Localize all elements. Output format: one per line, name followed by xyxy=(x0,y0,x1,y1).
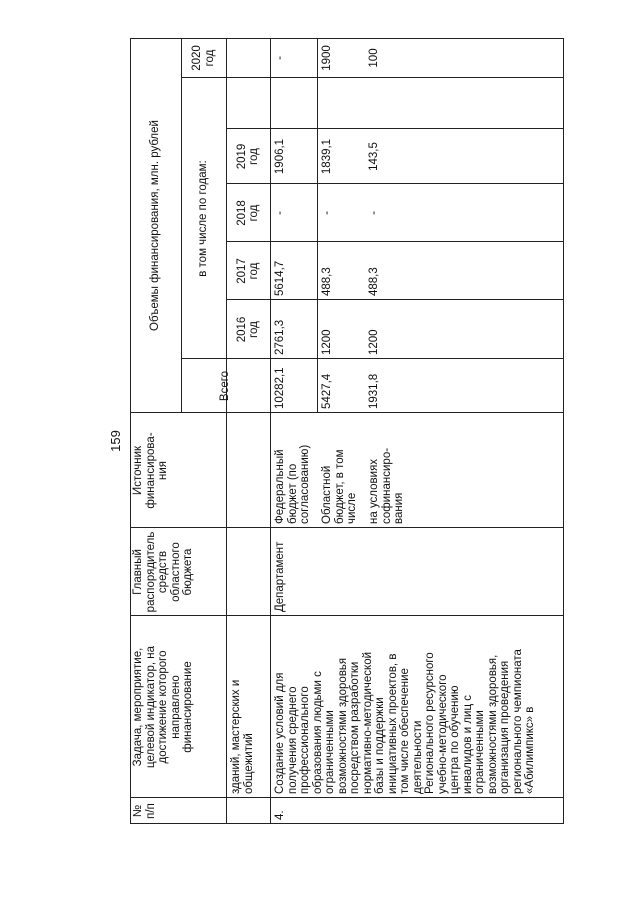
header-volumes: Объемы финансирования, млн. рублей xyxy=(149,120,162,331)
header-num: № п/п xyxy=(132,803,157,819)
row4-task: Создание условий для получения среднего профессионального образования людьми с ограниченными возможностями здоровья посредством разработки нормативно-методической базы и поддержки инициативных проектов, в том числе обеспечение деятельности Регионального ресурсного учебно-методического центра по обучению инвалидов и лиц с ограниченными возможностями здоровья, организация проведения регионального чемпионата «Абилимпикс» в xyxy=(274,649,536,794)
row4-federal-source: Федеральный бюджет (по согласованию) xyxy=(274,444,311,524)
header-2016: 2016 год xyxy=(235,316,260,343)
financing-table xyxy=(130,38,564,824)
row4-federal-2020: - xyxy=(274,56,286,60)
header-2020: 2020 год xyxy=(191,45,216,71)
row4-regional-2020: 1900 xyxy=(321,45,333,71)
row4-cofinancing-source: на условиях софинансиро- вания xyxy=(368,447,405,524)
header-2019: 2019 год xyxy=(235,143,260,170)
row4-federal-2017: 5614,7 xyxy=(274,260,286,296)
row4-regional-2018: - xyxy=(321,211,333,215)
header-source: Источник финансирова- ния xyxy=(132,432,169,509)
row4-cofinancing-2016: 1200 xyxy=(368,329,380,355)
header-by-years: в том числе по годам: xyxy=(197,160,210,277)
row4-federal-2019: 1906,1 xyxy=(274,138,286,175)
row4-regional-2019: 1839,1 xyxy=(321,138,333,175)
header-task: Задача, мероприятие, целевой индикатор, на достижение которого направлено финансирование xyxy=(132,646,194,768)
header-2017: 2017 год xyxy=(235,258,260,284)
row4-regional-source: Областной бюджет, в том числе xyxy=(321,449,358,524)
row4-federal-2016: 2761,3 xyxy=(274,319,286,355)
row-separator-line xyxy=(270,38,271,824)
row4-cofinancing-2018: - xyxy=(368,211,380,215)
row4-regional-2016: 1200 xyxy=(321,329,333,355)
row4-cofinancing-2019: 143,5 xyxy=(368,142,380,171)
header-manager: Главный распорядитель средств областного бюджета xyxy=(132,531,194,613)
rotated-table-area xyxy=(130,38,564,824)
row4-cofinancing-2020: 100 xyxy=(368,48,380,68)
federal-regional-separator xyxy=(317,38,318,413)
row4-federal-2018: - xyxy=(274,211,286,215)
row4-cofinancing-total: 1931,8 xyxy=(368,373,380,409)
row4-cofinancing-2017: 488,3 xyxy=(368,267,380,296)
header-total: Всего xyxy=(219,370,232,402)
page-number: 159 xyxy=(107,430,123,452)
header-2018: 2018 год xyxy=(235,200,260,226)
border-bottom xyxy=(563,38,564,824)
cont-row-task: зданий, мастерских и общежитий xyxy=(230,679,255,794)
row4-federal-total: 10282,1 xyxy=(274,367,286,409)
row4-regional-2017: 488,3 xyxy=(321,267,333,296)
row4-num: 4. xyxy=(274,810,286,820)
row4-regional-total: 5427,4 xyxy=(321,373,333,409)
row4-manager: Департамент xyxy=(274,541,286,612)
